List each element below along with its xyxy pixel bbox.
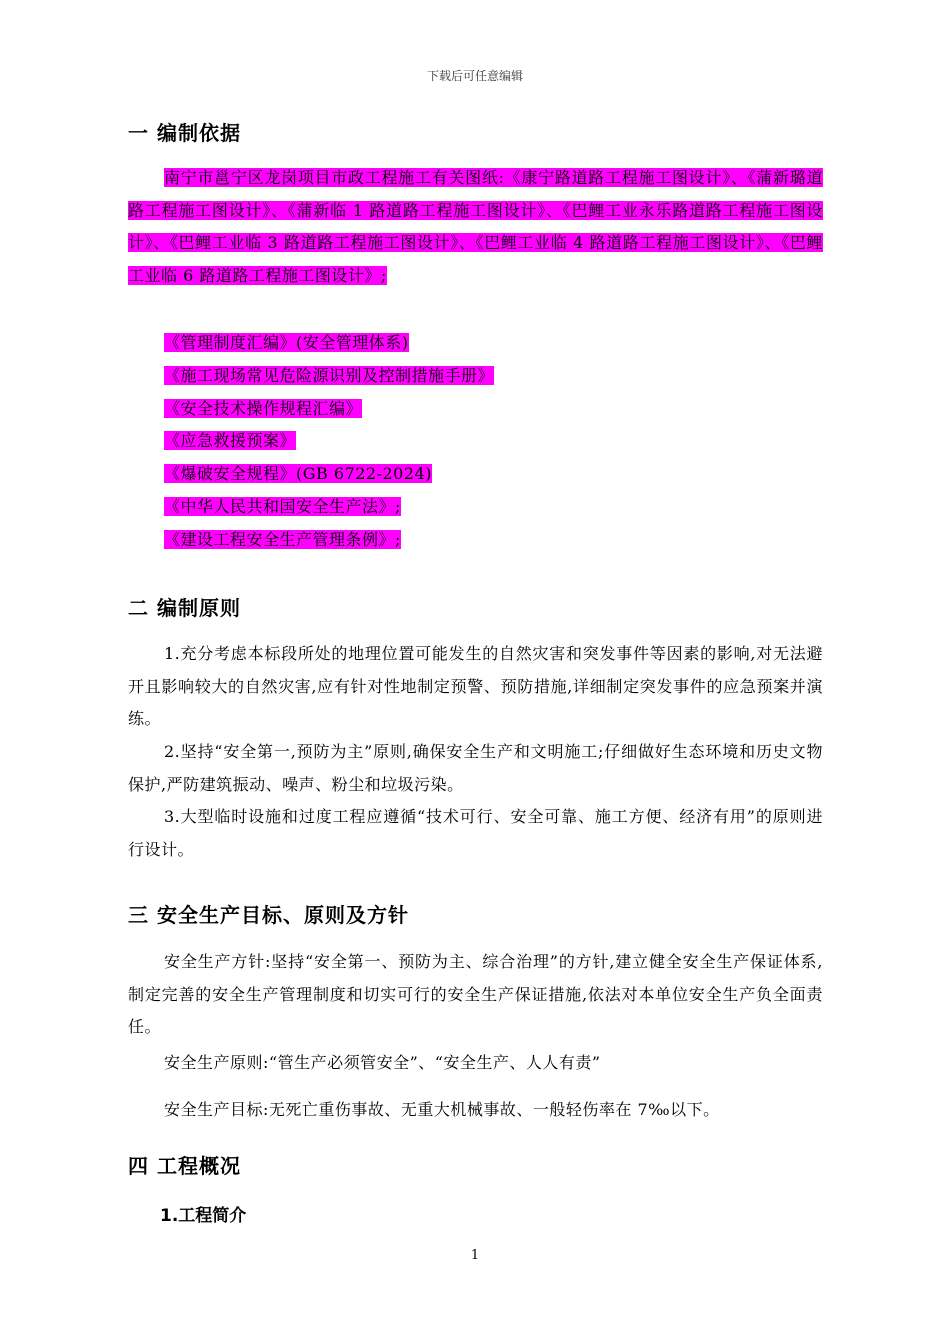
safety-principle: 安全生产原则:“管生产必须管安全”、“安全生产、人人有责” <box>164 1053 601 1072</box>
page-header: 下载后可任意编辑 <box>426 69 523 83</box>
reference-item: 《应急救援预案》 <box>164 431 297 450</box>
reference-item: 《爆破安全规程》(GB 6722-2024) <box>164 464 432 483</box>
highlighted-text: 南宁市邕宁区龙岗项目市政工程施工有关图纸:《康宁路道路工程施工图设计》、《蒲新璐道路工程施工图设计》、《蒲新临 1 路道路工程施工图设计》、《巴鲤工业永乐路道路工程施工图设计》、《巴鲤工业临 3 路道路工程施工图设计》、《巴鲤工业临 4 路道路工程施工图设计》、《巴鲤工业临 6 路道路工程施工图设计》; <box>128 168 823 285</box>
safety-policy: 安全生产方针:坚持“安全第一、预防为主、综合治理”的方针,建立健全安全生产保证体系,制定完善的安全生产管理制度和切实可行的安全生产保证措施,依法对本单位安全生产负全面责任。 <box>128 952 823 1036</box>
subsection-title: 1.工程简介 <box>160 1206 247 1226</box>
page-number: 1 <box>470 1248 480 1263</box>
principle-3: 3.大型临时设施和过度工程应遵循“技术可行、安全可靠、施工方便、经济有用”的原则进行设计。 <box>128 807 823 859</box>
principle-2: 2.坚持“安全第一,预防为主”原则,确保安全生产和文明施工;仔细做好生态环境和历史文物保护,严防建筑振动、噪声、粉尘和垃圾污染。 <box>128 742 823 794</box>
section1-title: 一 编制依据 <box>128 121 241 145</box>
section4-title: 四 工程概况 <box>128 1154 241 1178</box>
reference-item: 《安全技术操作规程汇编》 <box>164 399 363 418</box>
principle-1: 1.充分考虑本标段所处的地理位置可能发生的自然灾害和突发事件等因素的影响,对无法避开且影响较大的自然灾害,应有针对性地制定预警、预防措施,详细制定突发事件的应急预案并演练。 <box>128 644 823 728</box>
reference-item: 《中华人民共和国安全生产法》; <box>164 497 401 516</box>
reference-item: 《施工现场常见危险源识别及控制措施手册》 <box>164 366 495 385</box>
section1-para <box>128 162 823 292</box>
section3-title: 三 安全生产目标、原则及方针 <box>128 903 409 927</box>
section2-title: 二 编制原则 <box>128 596 241 620</box>
reference-item: 《建设工程安全生产管理条例》; <box>164 530 401 549</box>
reference-item: 《管理制度汇编》(安全管理体系) <box>164 333 409 352</box>
safety-target: 安全生产目标:无死亡重伤事故、无重大机械事故、一般轻伤率在 7‰以下。 <box>164 1100 720 1119</box>
